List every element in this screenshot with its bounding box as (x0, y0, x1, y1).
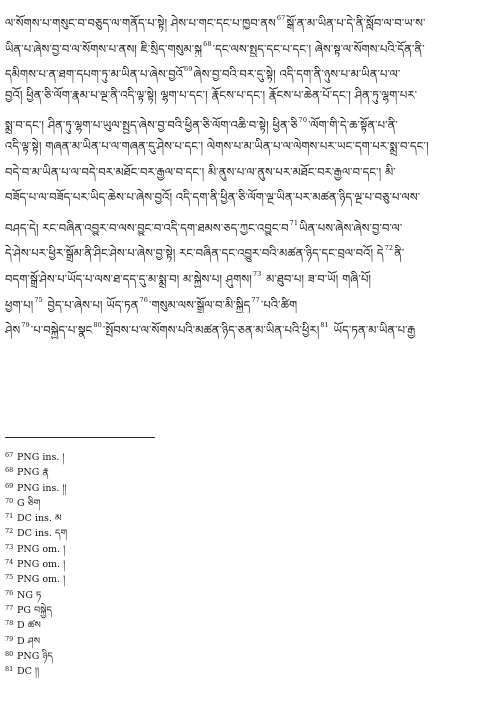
text-segment: དེ་ཤེས་པར་ཕྱིར་སྒྲོམ་ནི་ཤིང་ཤེས་པ་ཞེས་བྱ་སྟེ། རང་བཞིན་དང་འབྱུར་བའི་མཚན་ཉིད་དང་བྲལ་བའོ། དེ (5, 246, 384, 261)
footnote (5, 524, 485, 539)
footnote-text: PG བསྐྱེད (17, 604, 53, 616)
footnote-marker: 69 (184, 65, 193, 74)
text-segment: ་ལོག་གི་དེ་ཆ་སྟོན་པ་ནི་ (308, 118, 398, 133)
text-segment: བྱའོ། ཕྱིན་ཅི་ལོག་རྣམ་པ་ལྔ་ནི་འདི་ལྟ་སྟེ། ལྷག་པ་དང་། རྣོངས་པ་དང་། རྣོངས་པ་ཆེན་པོ་དང་། ཤིན་ཏུ་ལྷག་པར་ (5, 87, 418, 102)
footnote (5, 601, 485, 616)
text-segment: སྒོ་ན་མ་ཡིན་པ་དེ་ནི་སློབ་ལ་བ་ཡ་ས་ (286, 16, 426, 30)
footnote-text: PNG ins. ། (17, 452, 65, 463)
text-line (5, 32, 495, 58)
footnote-number: 71 (5, 512, 14, 521)
text-segment: བདེ་བ་མ་ཡིན་པ་ལ་བདེ་བར་མཐོང་བར་རྒྱལ་བ་དང་། མི་ནུས་པ་ལ་ནུས་པར་མཐོང་བར་རྒྱལ་བ་དང་། མི་ (5, 164, 396, 179)
footnote-text: PNG རྣ (17, 467, 49, 479)
text-segment: བཤད་དེ། རང་བཞིན་འབྱུར་བ་ལས་བྱུང་བ་འདི་དག་ཐམས་ཅད་ཀྱང་འབྱུང་བ (5, 220, 289, 235)
footnote-text: D ཤས (17, 635, 41, 647)
footnote-text: PNG ins. །། (17, 482, 67, 494)
text-segment: ཡོད་ཏན་མ་ཡིན་པ་རྒྱ (329, 323, 416, 338)
footnote-number: 67 (5, 451, 14, 459)
footnote-marker: 73 (252, 269, 262, 278)
footnote-text: NG ཏ (17, 589, 42, 601)
footnote-marker: 67 (276, 14, 286, 22)
footnote (5, 479, 485, 494)
footnote-text: D ཚས (17, 620, 41, 632)
text-segment: ་དང་ལས་སྤྱད་དང་པ་དང་། ཞེས་སྟ་ལ་སོགས་པའི་དོན་ནི་ (212, 41, 425, 56)
footnote (5, 616, 485, 631)
text-line (5, 57, 495, 83)
text-line (5, 262, 495, 288)
text-line (5, 236, 495, 262)
footnote (5, 647, 485, 662)
text-segment: ནི་ (394, 246, 405, 261)
footnote (5, 540, 485, 555)
footnote-marker: 77 (251, 295, 260, 304)
footnote (5, 662, 485, 677)
footnote-marker: 71 (289, 218, 299, 227)
text-segment: སྨྲ་བ་དང་། ཤིན་ཏུ་ལྷག་པ་ཡུལ་སྤྱད་ཞེས་བྱ་བའི་ཕྱིན་ཅི་ལོག་འཆི་བ་སྟེ། ཕྱིན་ཅི (5, 118, 298, 133)
footnote-text: PNG om. ། (17, 574, 66, 586)
footnote (5, 494, 485, 509)
text-segment: ཡིན་པས་ཞེས་ཞེས་བྱ་བ་ལ་ (299, 220, 403, 235)
footnote (5, 463, 485, 478)
footnote-separator (5, 437, 155, 438)
text-segment: ཞེས་བྱ་བའི་བར་དུ་སྟེ། འདི་དག་ནི་ཉུས་པ་མ་ཡིན་པ་ལ་ (193, 67, 401, 82)
text-line (5, 160, 495, 186)
footnote-number: 68 (5, 466, 14, 475)
footnote (5, 555, 485, 570)
footnote-number: 69 (5, 481, 14, 490)
text-segment: ཕྱག་པ། (5, 297, 34, 312)
footnote-number: 78 (5, 619, 14, 628)
footnote (5, 632, 485, 647)
footnote-text: PNG om. ། (17, 559, 66, 571)
footnote (5, 509, 485, 524)
footnote-number: 80 (5, 649, 14, 658)
text-line (5, 313, 495, 339)
text-segment: བྱེད་པ་ཞེས་པ། ཡོད་ཏན (43, 297, 139, 312)
text-segment: ་པ་བསྐྱེད་པ་སྣང (30, 323, 93, 338)
footnote-number: 73 (5, 542, 14, 551)
text-segment: བཟོད་པ་ལ་བཟོད་པར་ཡིད་ཆེས་པ་ཞེས་བྱའོ། འདི་དག་ནི་ཕྱིན་ཅི་ལོག་ལྔ་ཡིན་པར་མཚན་ཉིད་ལྔ་པ་བཅུ་པ་ལས་ (5, 190, 421, 205)
footnote-text: PNG ཉིད (17, 650, 53, 662)
main-text (5, 6, 495, 339)
text-segment: ལ་སོགས་པ་གསུང་བ་བཅུད་ལ་གནོད་པ་སྟེ། ཤེས་པ་གང་དང་པ་ཁྱབ་ནས (5, 16, 276, 30)
text-segment: བདག་སྒྲོ་ཤེས་པ་ཡོད་པ་ལས་ཐ་དད་དུ་མ་སྨྲ་བ། མ་སྐྱེས་པ། ཤུགས། (5, 271, 252, 286)
text-line (5, 288, 495, 314)
text-segment: ཤེས (5, 323, 21, 338)
footnote-marker: 76 (139, 295, 148, 304)
text-line (5, 6, 495, 32)
text-line (5, 134, 495, 160)
footnote-number: 81 (5, 665, 14, 674)
footnote-marker: 75 (34, 295, 43, 304)
text-line (5, 108, 495, 134)
footnote (5, 448, 485, 463)
text-line (5, 83, 495, 109)
footnote-number: 70 (5, 496, 14, 505)
footnote-text: G ཅིག (17, 497, 41, 509)
footnote-marker: 80 (93, 321, 102, 330)
text-segment: འདི་ལྟ་སྟེ། གཞན་མ་ཡིན་པ་ལ་གཞན་དུ་ཤེས་པ་དང་། ལེགས་པ་མ་ཡིན་པ་ལ་ལེགས་པར་ཡང་དག་པར་སྨྲ་བ་དང་། (5, 138, 429, 153)
text-segment: ་གསུམ་ལས་སྒྲོལ་བ་མི་སྐྱིད (148, 297, 251, 312)
footnote-list (5, 448, 485, 677)
text-segment: མ་ཐུབ་པ། ཟ་བ་ཡོ། གཞི་པོ། (262, 271, 372, 286)
text-line (5, 185, 495, 211)
footnote-marker: 79 (21, 321, 30, 330)
footnote-marker: 68 (203, 39, 212, 48)
footnote-text: PNG om. ། (17, 543, 66, 555)
text-segment: ་སྤོབས་པ་ལ་སོགས་པའི་མཚན་ཉིད་ཅན་མ་ཡིན་པའི་ཕྱིར། (102, 323, 320, 338)
footnote-number: 76 (5, 588, 14, 597)
footnote-marker: 70 (298, 116, 308, 125)
footnote-number: 79 (5, 634, 14, 643)
text-segment: ་པའི་ཚིག (260, 297, 298, 312)
footnote (5, 586, 485, 601)
footnote-marker: 72 (384, 244, 394, 253)
text-segment: ཡིན་པ་ཞེས་བྱ་བ་ལ་སོགས་པ་ནས། ཇི་སྲིད་གསུམ་སྐུ (5, 41, 203, 56)
footnote-number: 75 (5, 573, 14, 582)
footnote-number: 77 (5, 603, 14, 612)
footnote-text: DC ins. མ (17, 513, 62, 525)
footnote-number: 72 (5, 527, 14, 536)
footnote-text: DC ins. དག (17, 528, 68, 540)
footnote (5, 570, 485, 585)
text-segment: དམིགས་པ་ན་ཐག་དཔག་ཏུ་མ་ཡིན་པ་ཞེས་བྱའོ (5, 67, 184, 82)
text-line (5, 211, 495, 237)
footnote-text: DC །། (17, 666, 40, 678)
footnote-number: 74 (5, 558, 14, 567)
footnote-marker: 81 (320, 321, 329, 330)
